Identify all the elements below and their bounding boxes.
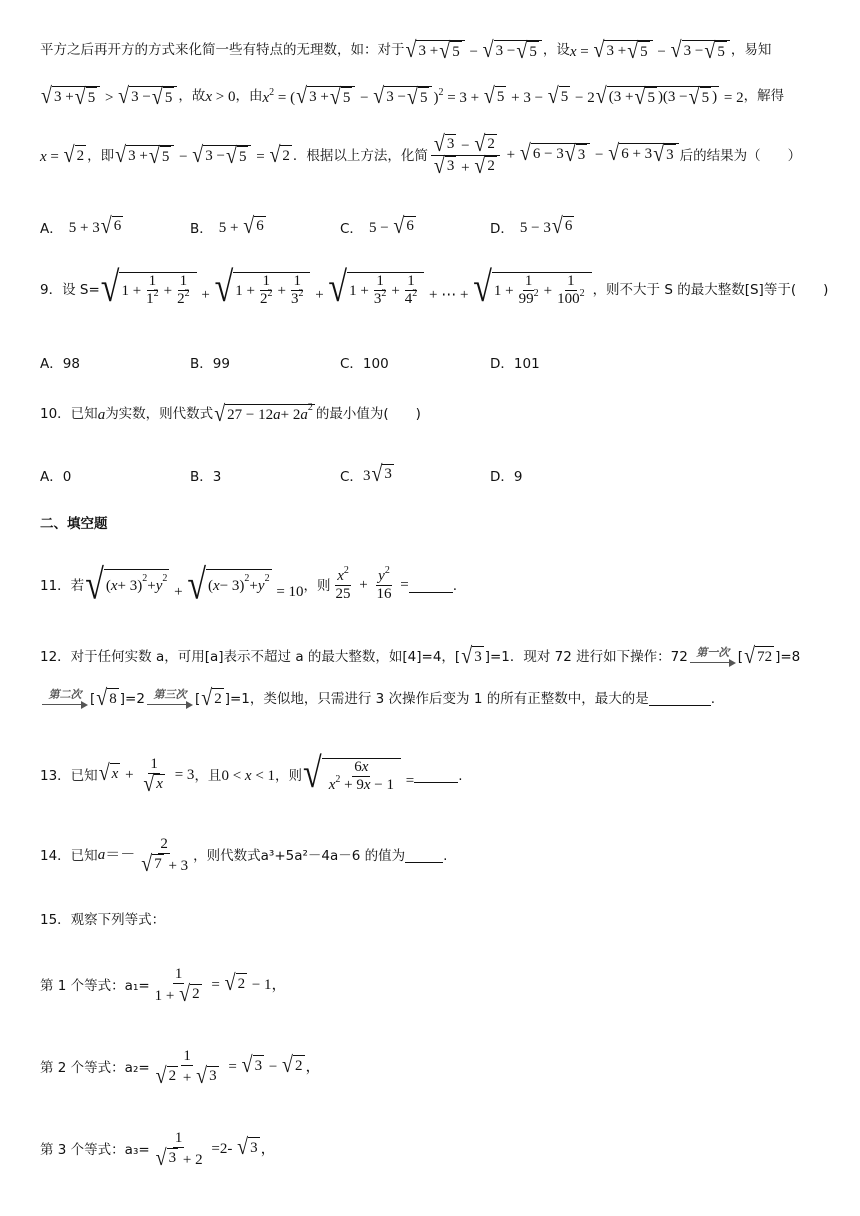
third-step-arrow-icon: 第三次 [147, 688, 193, 709]
question-13: 13．已知 √ x + 1 √ x = 3 ，且 0 < x < 1 ，则 √ $\frac{6x}{x^2 + 9x - 1}$ = . [40, 750, 463, 797]
q12-answer-blank [649, 691, 711, 706]
question-15: 15．观察下列等式： [40, 912, 166, 928]
q11-answer-blank [409, 578, 453, 593]
q15-equation-3: 第 3 个等式：a₃= 1 √ 3 + 2 =2- √ 3 ， [40, 1130, 276, 1171]
q10-option-d: D．9 [490, 468, 523, 485]
q14-answer-blank [405, 848, 443, 863]
q15-equation-1: 第 1 个等式：a₁= 1 1 + √ 2 = √ 2 − 1， [40, 966, 287, 1007]
q8-option-c: C． 5 − √ 6 [340, 213, 414, 239]
q13-answer-blank [414, 768, 458, 783]
q9-sum-expression: √ 1 + $\frac{1}{1^2}$ + $\frac{1}{2^2}$ + √ 1 + $\frac{1}{2^2}$ + $\frac{1}{3^2}$ + √ 1 + $\frac{1}{3^2}$ + $\frac{1}{4^2}$ + ⋯ + √ 1 + $\frac{1}{99^2}$ + $\frac{1}{100^2}$ [100, 272, 593, 309]
intro-line-1: 平方之后再开方的方式来化简一些有特点的无理数，如：对于 √ 3 + √ 5 − √ 3 − √ 5 ，设 x = √ 3 + √ 5 − √ 3 − √ 5 ，易知 [40, 37, 772, 64]
question-9: 9．设 S= √ 1 + $\frac{1}{1^2}$ + $\frac{1}{2^2}$ + √ 1 + $\frac{1}{2^2}$ + $\frac{1}{3^2}$ + √ 1 + $\frac{1}{3^2}$ + $\frac{1}{4^2}$ + ⋯ + √ 1 + $\frac{1}{99^2}$ + $\frac{1}{100^2}$ ，则不大于 S 的最大整数[S]等于( ) [40, 264, 829, 312]
q11-expression: √ ( x + 3) 2 + y 2 + √ ( x − 3) 2 + y 2 = 10 [85, 562, 304, 609]
q8-option-b: B． 5 + √ 6 [190, 213, 264, 239]
q10-option-b: B．3 [190, 468, 222, 485]
second-step-arrow-icon: 第二次 [42, 688, 88, 709]
define-x: x = √ 3 + √ 5 − √ 3 − √ 5 [570, 40, 731, 61]
q10-expression: √ 27 − 12 a + 2 a 2 [214, 401, 313, 427]
square-expansion: $x^2$ = ( √ 3 + √ 5 − √ 3 − √ 5 )$^2$ = 3 + √ 5 + 3 − √ 5 − 2 √ (3 + √ 5 )(3 − √ 5 ) = 2 [262, 83, 744, 110]
q9-option-c: C．100 [340, 356, 389, 372]
first-step-arrow-icon: 第一次 [690, 646, 736, 667]
question-10: 10．已知 a 为实数，则代数式 √ 27 − 12 a + 2 a 2 的最小值为( ) [40, 401, 421, 427]
intro-line-3: x = √ 2 ，即 √ 3 + √ 5 − √ 3 − √ 5 = √ 2 ．根据以上方法，化简 √ 3 − √ 2 √ 3 + √ 2 + √ 6 − 3 √ 3 − √ 6 + 3 √ 3 后的结果为（ ） [40, 131, 802, 179]
q10-options [40, 461, 800, 487]
question-12-line-2: 第二次 [ √ 8 ]=2 第三次 [ √ 2 ]=1，类似地，只需进行 3 次操作后变为 1 的所有正整数中，最大的是 . [40, 688, 830, 709]
question-11: 11．若 √ ( x + 3) 2 + y 2 + √ ( x − 3) 2 + y 2 = 10 ，则 $\frac{x^2}{25}$ + $\frac{y^2}{16}$ = . [40, 562, 458, 609]
question-14: 14．已知 a＝－ 2 √ 7 + 3 ，则代数式 a³+5a²－4a－6 的值为 . [40, 836, 448, 877]
q9-options [40, 352, 800, 372]
q10-option-a: A．0 [40, 468, 72, 485]
q8-option-d: D． 5 − 3 √ 6 [490, 213, 573, 239]
simplify-target: √ 3 − √ 2 √ 3 + √ 2 + √ 6 − 3 √ 3 − √ 6 + 3 √ 3 [428, 134, 680, 178]
section-heading: 二、填空题 [40, 516, 108, 532]
q9-option-d: D．101 [490, 356, 540, 372]
intro-line-2: √ 3 + √ 5 > √ 3 − √ 5 ，故 x > 0 ，由 $x^2$ = ( √ 3 + √ 5 − √ 3 − √ 5 )$^2$ = 3 + √ 5 + 3 − √ 5 − 2 √ (3 + √ 5 )(3 − √ 5 ) = 2 ，解得 [41, 83, 785, 110]
q15-equation-2: 第 2 个等式：a₂= 1 √ 2 + √ 3 = √ 3 − √ 2 ， [40, 1048, 321, 1089]
q9-option-a: A．98 [40, 356, 80, 372]
example-expression: √ 3 + √ 5 − √ 3 − √ 5 [405, 40, 543, 61]
question-12-line-1: 12．对于任何实数 a，可用[a]表示不超过 a 的最大整数，如[4]=4，[ √ 3 ]=1．现对 72 进行如下操作：72 第一次 [ √ 72 ]=8 [40, 643, 801, 669]
q10-option-c: C． 3 √ 3 [340, 461, 392, 487]
q8-option-a: A． 5 + 3 √ 6 [40, 213, 122, 239]
q8-options [40, 213, 800, 239]
q9-option-b: B．99 [190, 356, 230, 372]
